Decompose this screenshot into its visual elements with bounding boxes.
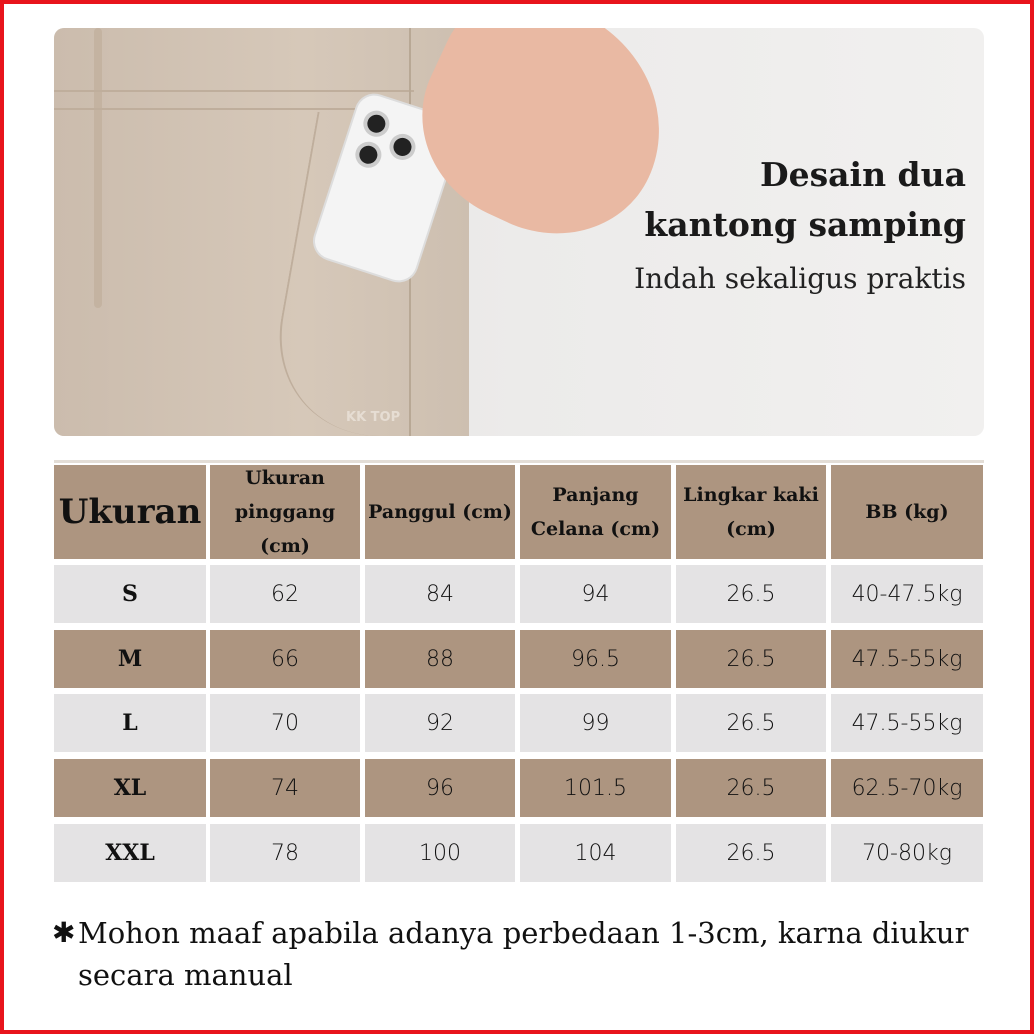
brand-logo: KK TOP [346,410,401,425]
footnote [52,912,972,996]
header-cell: Ukuran [54,465,206,559]
table-cell: 94 [520,565,671,623]
table-cell: 88 [365,630,515,688]
table-cell: 40-47.5kg [831,565,983,623]
asterisk-icon: ✱ [52,916,76,949]
table-cell: 100 [365,824,515,882]
table-cell: 47.5-55kg [831,694,983,752]
banner-title-1: Desain dua [759,155,966,194]
header-cell: Panggul (cm) [365,465,515,559]
header-cell: Panjang Celana (cm) [520,465,671,559]
table-cell: 62.5-70kg [831,759,983,817]
size-label: M [54,630,206,688]
table-cell: 26.5 [676,824,826,882]
table-cell: 78 [210,824,360,882]
header-cell: Ukuran pinggang (cm) [210,465,360,559]
table-cell: 96.5 [520,630,671,688]
table-cell: 26.5 [676,759,826,817]
table-cell: 26.5 [676,694,826,752]
banner-subtitle: Indah sekaligus praktis [634,262,966,295]
header-cell: BB (kg) [831,465,983,559]
table-cell: 104 [520,824,671,882]
table-cell: 26.5 [676,630,826,688]
size-label: XXL [54,824,206,882]
table-cell: 74 [210,759,360,817]
size-label: S [54,565,206,623]
table-cell: 101.5 [520,759,671,817]
table-cell: 66 [210,630,360,688]
size-label: XL [54,759,206,817]
table-cell: 99 [520,694,671,752]
table-cell: 96 [365,759,515,817]
table-cell: 47.5-55kg [831,630,983,688]
table-cell: 92 [365,694,515,752]
table-cell: 84 [365,565,515,623]
header-cell: Lingkar kaki (cm) [676,465,826,559]
size-label: L [54,694,206,752]
footnote-text: Mohon maaf apabila adanya perbedaan 1-3cm, karna diukur secara manual [78,916,969,992]
divider [54,460,984,463]
table-cell: 26.5 [676,565,826,623]
product-photo [54,28,984,436]
table-cell: 70-80kg [831,824,983,882]
table-cell: 70 [210,694,360,752]
table-cell: 62 [210,565,360,623]
banner-title-2: kantong samping [644,205,966,244]
